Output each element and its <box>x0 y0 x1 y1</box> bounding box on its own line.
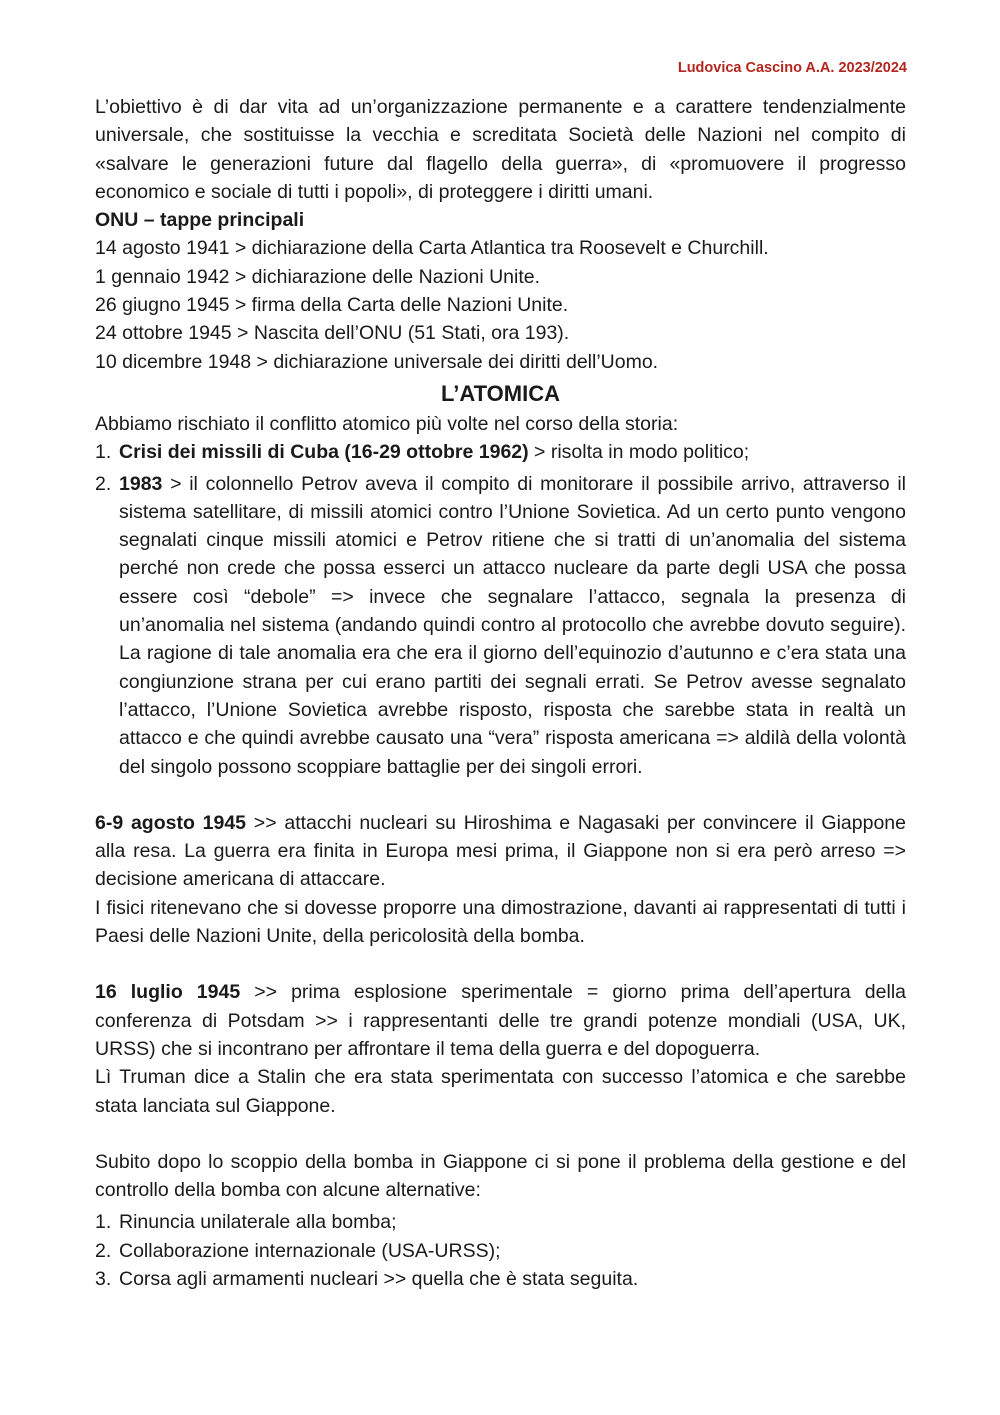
trinity-paragraph <box>95 978 906 1063</box>
list-item-text: > risolta in modo politico; <box>528 441 750 464</box>
hiroshima-paragraph <box>95 809 906 894</box>
list-item-text: Rinuncia unilaterale alla bomba; <box>119 1211 397 1234</box>
trinity-followup: Lì Truman dice a Stalin che era stata sperimentata con successo l’atomica e che sarebbe stata lanciata sul Giappone. <box>95 1066 906 1117</box>
list-number: 2. <box>95 472 112 495</box>
atomica-intro: Abbiamo rischiato il conflitto atomico più volte nel corso della storia: <box>95 412 679 435</box>
list-item-text: Corsa agli armamenti nucleari >> quella che è stata seguita. <box>119 1267 639 1290</box>
hiroshima-date: 6-9 agosto 1945 <box>95 811 247 834</box>
intro-paragraph: L’obiettivo è di dar vita ad un’organizzazione permanente e a carattere tendenzialmente universale, che sostituisse la vecchia e screditata Società delle Nazioni nel compito di «salvare le generazioni future dal flagello della guerra», di «promuovere il progresso economico e sociale di tutti i popoli», di proteggere i diritti umani. <box>95 96 906 203</box>
list-item-text: > il colonnello Petrov aveva il compito di monitorare il possibile arrivo, attraverso il sistema satellitare, di missili atomici contro l’Unione Sovietica. Ad un certo punto vengono segnalati cinque missili atomici e Petrov ritiene che si tratti di un’anomalia del sistema perché non crede che possa esserci un attacco nucleare da parte degli USA che possa essere così “debole” => invece che segnalare l’attacco, segnala la presenza di un’anomalia nel sistema (andando quindi contro al protocollo che avrebbe dovuto seguire). La ragione di tale anomalia era che era il giorno dell’equinozio d’autunno e c’era stata una congiunzione strana per cui erano partiti dei segnali errati. Se Petrov avesse segnalato l’attacco, l’Unione Sovietica avrebbe risposto, risposta che sarebbe stata in realtà un attacco e che quindi avrebbe causato una “vera” risposta americana => aldilà della volontà del singolo possono scoppiare battaglie per dei singoli errori. <box>119 472 906 778</box>
trinity-date: 16 luglio 1945 <box>95 981 241 1004</box>
list-item-bold: Crisi dei missili di Cuba (16-29 ottobre 1962) <box>119 441 529 464</box>
hiroshima-followup: I fisici ritenevano che si dovesse proporre una dimostrazione, davanti ai rappresentati di tutti i Paesi delle Nazioni Unite, della pericolosità della bomba. <box>95 896 906 948</box>
alternatives-list <box>95 1208 906 1293</box>
management-intro: Subito dopo lo scoppio della bomba in Giappone ci si pone il problema della gestione e del controllo della bomba con alcune alternative: <box>95 1150 906 1202</box>
onu-heading: ONU – tappe principali <box>95 209 305 232</box>
list-item <box>95 1265 906 1293</box>
list-number: 1. <box>95 1211 112 1234</box>
risk-list <box>95 438 906 781</box>
section-title-atomica: L’ATOMICA <box>441 380 560 406</box>
trinity-text: >> prima esplosione sperimentale = giorno prima dell’apertura della conferenza di Potsdam >> i rappresentanti delle tre grandi potenze mondiali (USA, UK, URSS) che si incontrano per affrontare il tema della guerra e del dopoguerra. <box>95 981 906 1060</box>
page-header-author: Ludovica Cascino A.A. 2023/2024 <box>677 60 907 76</box>
list-number: 3. <box>95 1267 112 1290</box>
onu-milestones <box>95 234 906 375</box>
list-number: 2. <box>95 1239 112 1262</box>
list-item <box>95 470 906 781</box>
list-item <box>95 1208 906 1236</box>
onu-milestone: 14 agosto 1941 > dichiarazione della Carta Atlantica tra Roosevelt e Churchill. <box>95 237 769 260</box>
onu-milestone: 1 gennaio 1942 > dichiarazione delle Nazioni Unite. <box>95 265 541 288</box>
list-number: 1. <box>95 441 112 464</box>
list-item-bold: 1983 <box>119 472 163 495</box>
onu-milestone: 10 dicembre 1948 > dichiarazione universale dei diritti dell’Uomo. <box>95 350 659 373</box>
hiroshima-text: >> attacchi nucleari su Hiroshima e Nagasaki per convincere il Giappone alla resa. La guerra era finita in Europa mesi prima, il Giappone non si era però arreso => decisione americana di attaccare. <box>95 811 906 891</box>
list-item <box>95 1237 906 1265</box>
document-content <box>95 93 906 1293</box>
list-item-text: Collaborazione internazionale (USA-URSS); <box>119 1239 501 1262</box>
onu-milestone: 24 ottobre 1945 > Nascita dell’ONU (51 Stati, ora 193). <box>95 322 570 345</box>
onu-milestone: 26 giugno 1945 > firma della Carta delle Nazioni Unite. <box>95 294 569 317</box>
list-item <box>95 438 906 466</box>
